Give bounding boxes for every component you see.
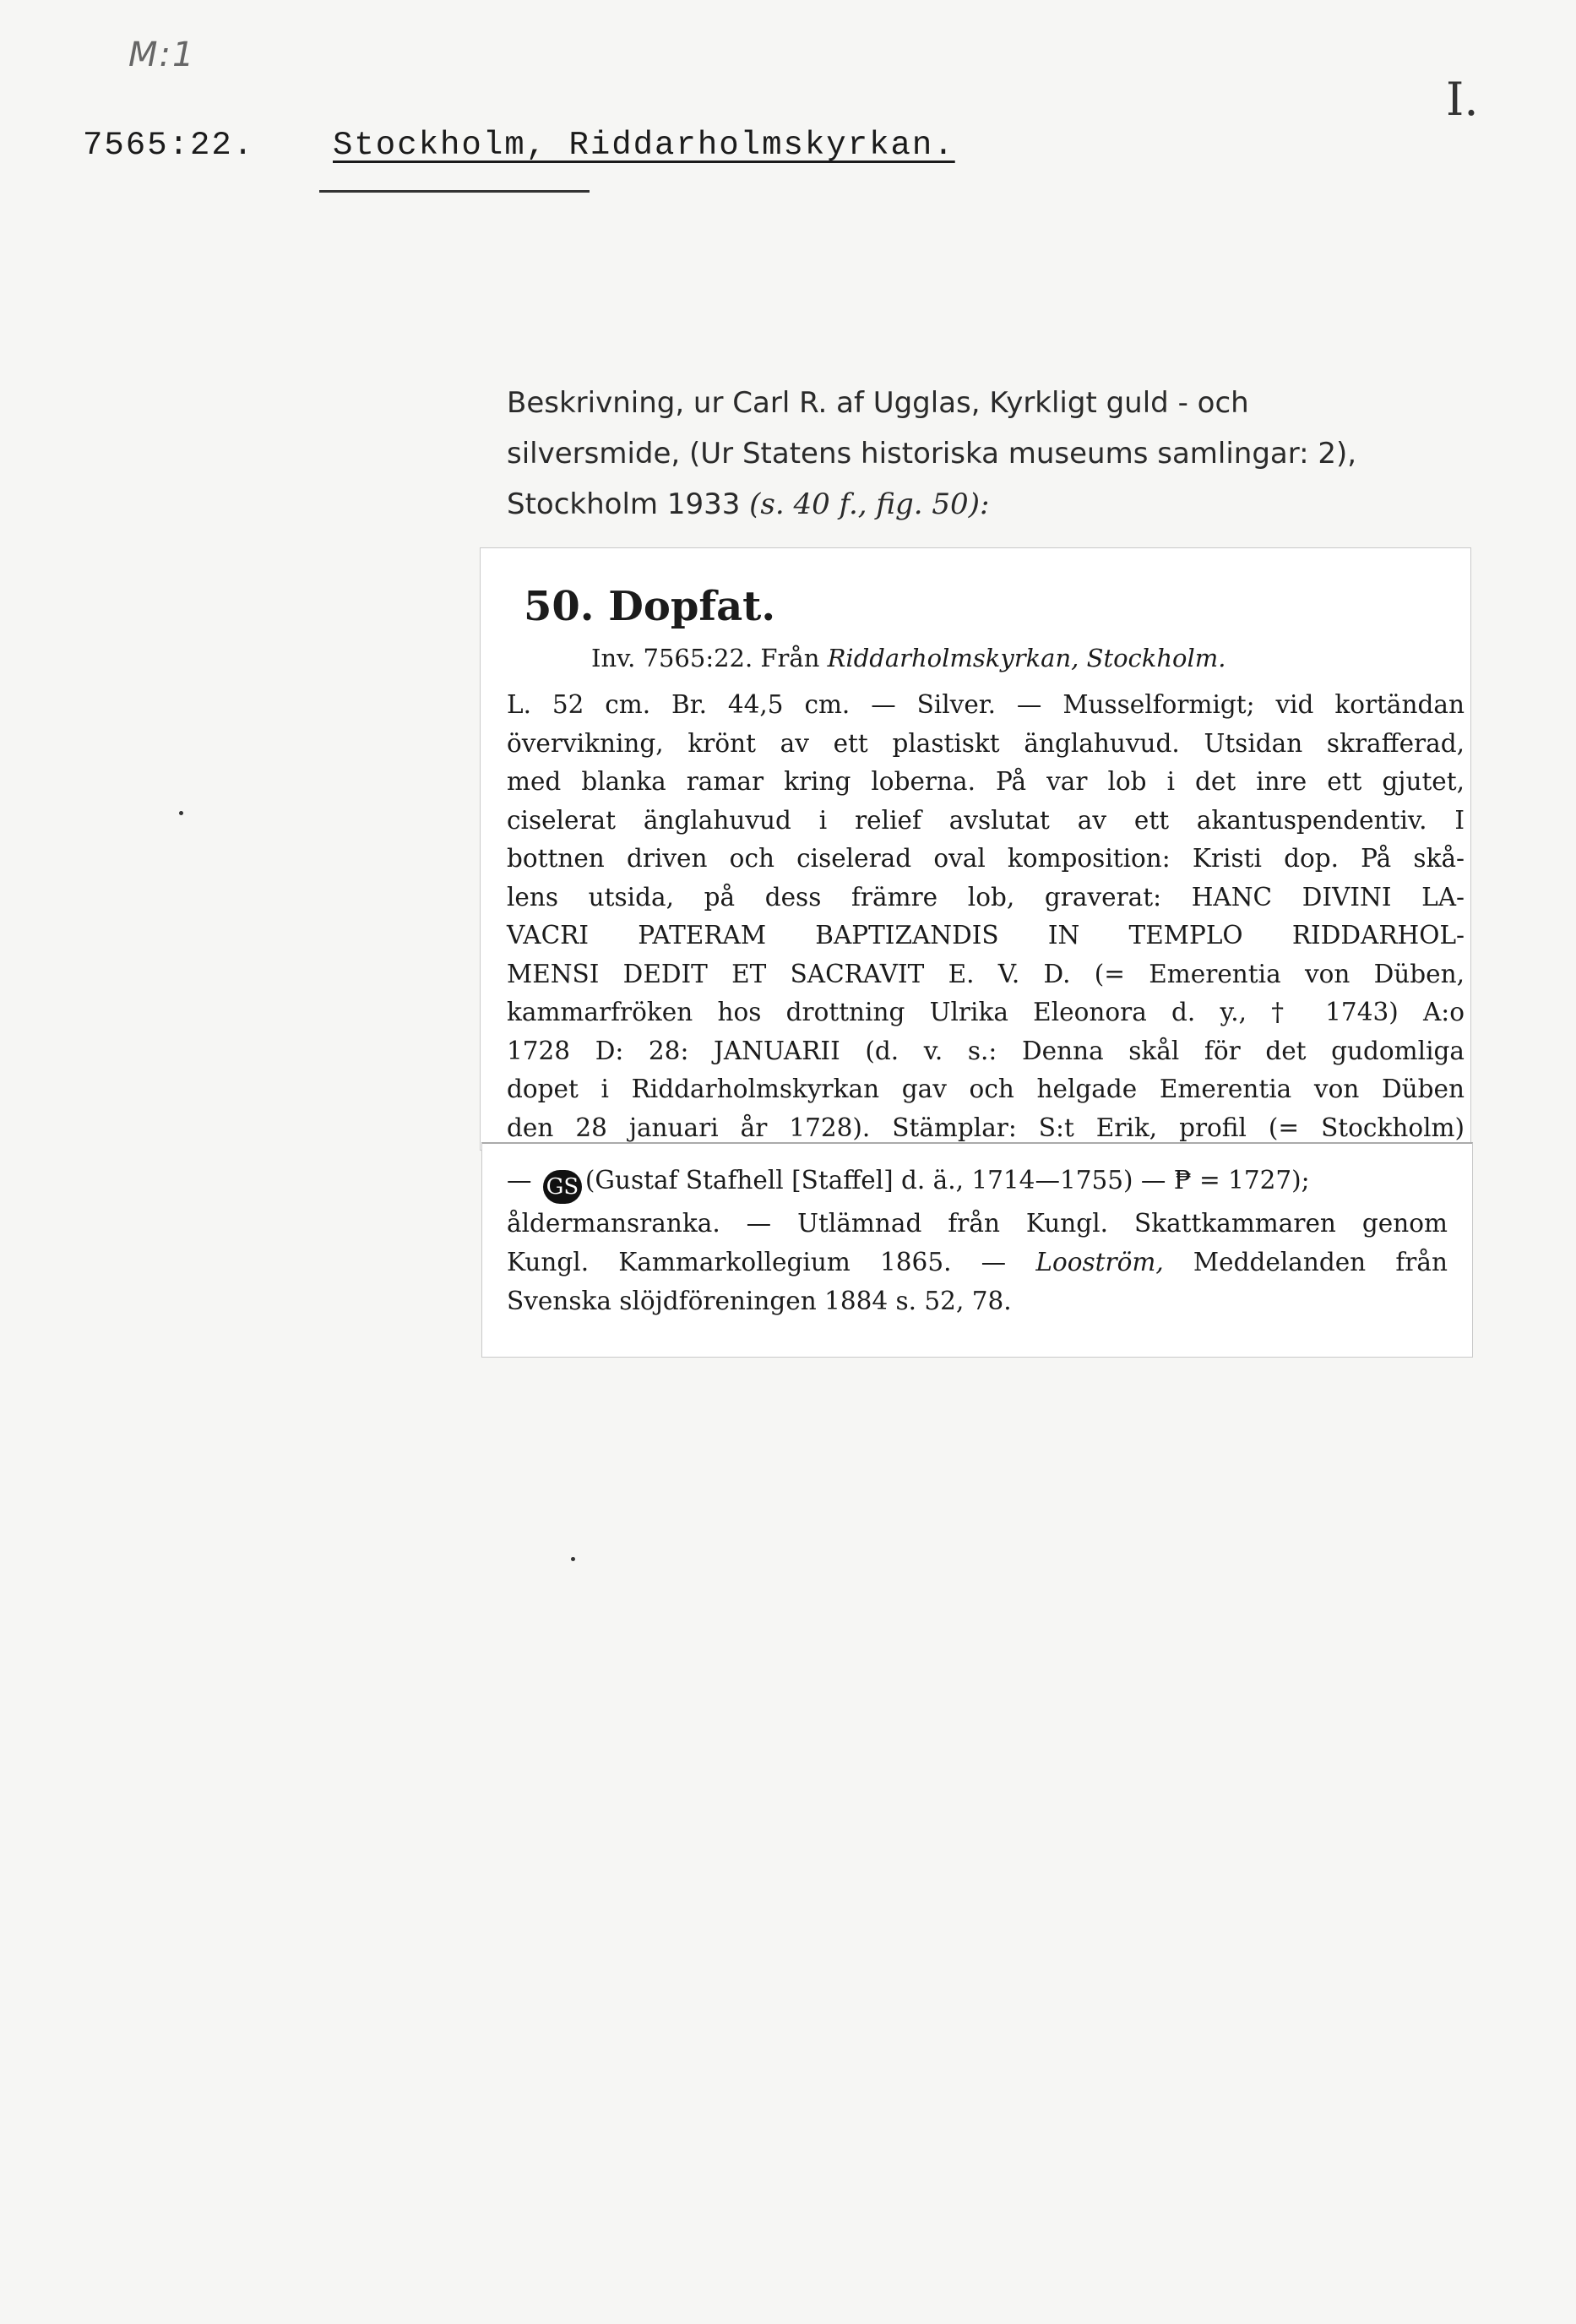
continuation-line-3-a: Kungl. Kammarkollegium 1865. — bbox=[507, 1248, 1036, 1276]
entry-body bbox=[507, 686, 1465, 1147]
inventory-number: 7565:22. bbox=[83, 127, 255, 164]
source-line-3-typed: Stockholm 1933 bbox=[507, 487, 741, 521]
inventory-line bbox=[591, 644, 1226, 672]
body-line: VACRI PATERAM BAPTIZANDIS IN TEMPLO RIDDARHOL- bbox=[507, 921, 1465, 950]
continuation-dash: — bbox=[507, 1166, 532, 1195]
continuation-line-4: Svenska slöjdföreningen 1884 s. 52, 78. bbox=[507, 1287, 1012, 1315]
continuation-line-1-text: (Gustaf Stafhell [Staffel] d. ä., 1714—1755) — ₱ = 1727); bbox=[584, 1166, 1310, 1195]
body-line: lens utsida, på dess främre lob, graverat: HANC DIVINI LA- bbox=[507, 882, 1465, 912]
body-line: dopet i Riddarholmskyrkan gav och helgade Emerentia von Düben bbox=[507, 1075, 1465, 1103]
source-description bbox=[507, 378, 1478, 530]
inventory-line-place: Riddarholmskyrkan, Stockholm. bbox=[827, 644, 1226, 672]
pencil-note-top: M:1 bbox=[128, 35, 196, 74]
body-line: övervikning, krönt av ett plastiskt änglahuvud. Utsidan skrafferad, bbox=[507, 728, 1465, 758]
continuation-line-1 bbox=[507, 1161, 1448, 1204]
title-rule bbox=[319, 190, 590, 193]
speck-mark bbox=[571, 1557, 575, 1561]
body-line: ciselerat änglahuvud i relief avslutat av ett akantuspendentiv. I bbox=[507, 805, 1465, 835]
source-line-3-handwritten: (s. 40 f., fig. 50): bbox=[749, 487, 990, 521]
continuation-author: Looström, bbox=[1035, 1248, 1164, 1276]
body-line: bottnen driven och ciselerad oval komposition: Kristi dop. På skå- bbox=[507, 844, 1465, 873]
source-line-3 bbox=[507, 479, 1478, 530]
continuation-line-3 bbox=[507, 1243, 1448, 1282]
body-line: L. 52 cm. Br. 44,5 cm. — Silver. — Musselformigt; vid kortändan bbox=[507, 690, 1465, 719]
speck-mark bbox=[179, 811, 183, 815]
source-line-1: Beskrivning, ur Carl R. af Ugglas, Kyrkligt guld - och bbox=[507, 386, 1249, 420]
body-line: kammarfröken hos drottning Ulrika Eleonora d. y., † 1743) A:o bbox=[507, 998, 1465, 1026]
body-line: MENSI DEDIT ET SACRAVIT E. V. D. (= Emerentia von Düben, bbox=[507, 959, 1465, 988]
inventory-line-prefix: Inv. 7565:22. Från bbox=[591, 644, 828, 672]
entry-heading: 50. Dopfat. bbox=[524, 583, 776, 630]
card-title: Stockholm, Riddarholmskyrkan. bbox=[333, 127, 955, 164]
body-line: 1728 D: 28: JANUARII (d. v. s.: Denna skål för det gudomliga bbox=[507, 1036, 1465, 1065]
source-line-2: silversmide, (Ur Statens historiska museums samlingar: 2), bbox=[507, 437, 1357, 471]
maker-mark-icon: GS bbox=[543, 1170, 582, 1204]
continuation-text bbox=[507, 1161, 1448, 1320]
continuation-line-3-b: Meddelanden från bbox=[1163, 1248, 1448, 1276]
body-line: den 28 januari år 1728). Stämplar: S:t Erik, profil (= Stockholm) bbox=[507, 1113, 1465, 1142]
continuation-line-2: åldermansranka. — Utlämnad från Kungl. Skattkammaren genom bbox=[507, 1209, 1448, 1238]
pencil-note-right: I. bbox=[1446, 73, 1479, 126]
body-line: med blanka ramar kring loberna. På var lob i det inre ett gjutet, bbox=[507, 767, 1465, 796]
